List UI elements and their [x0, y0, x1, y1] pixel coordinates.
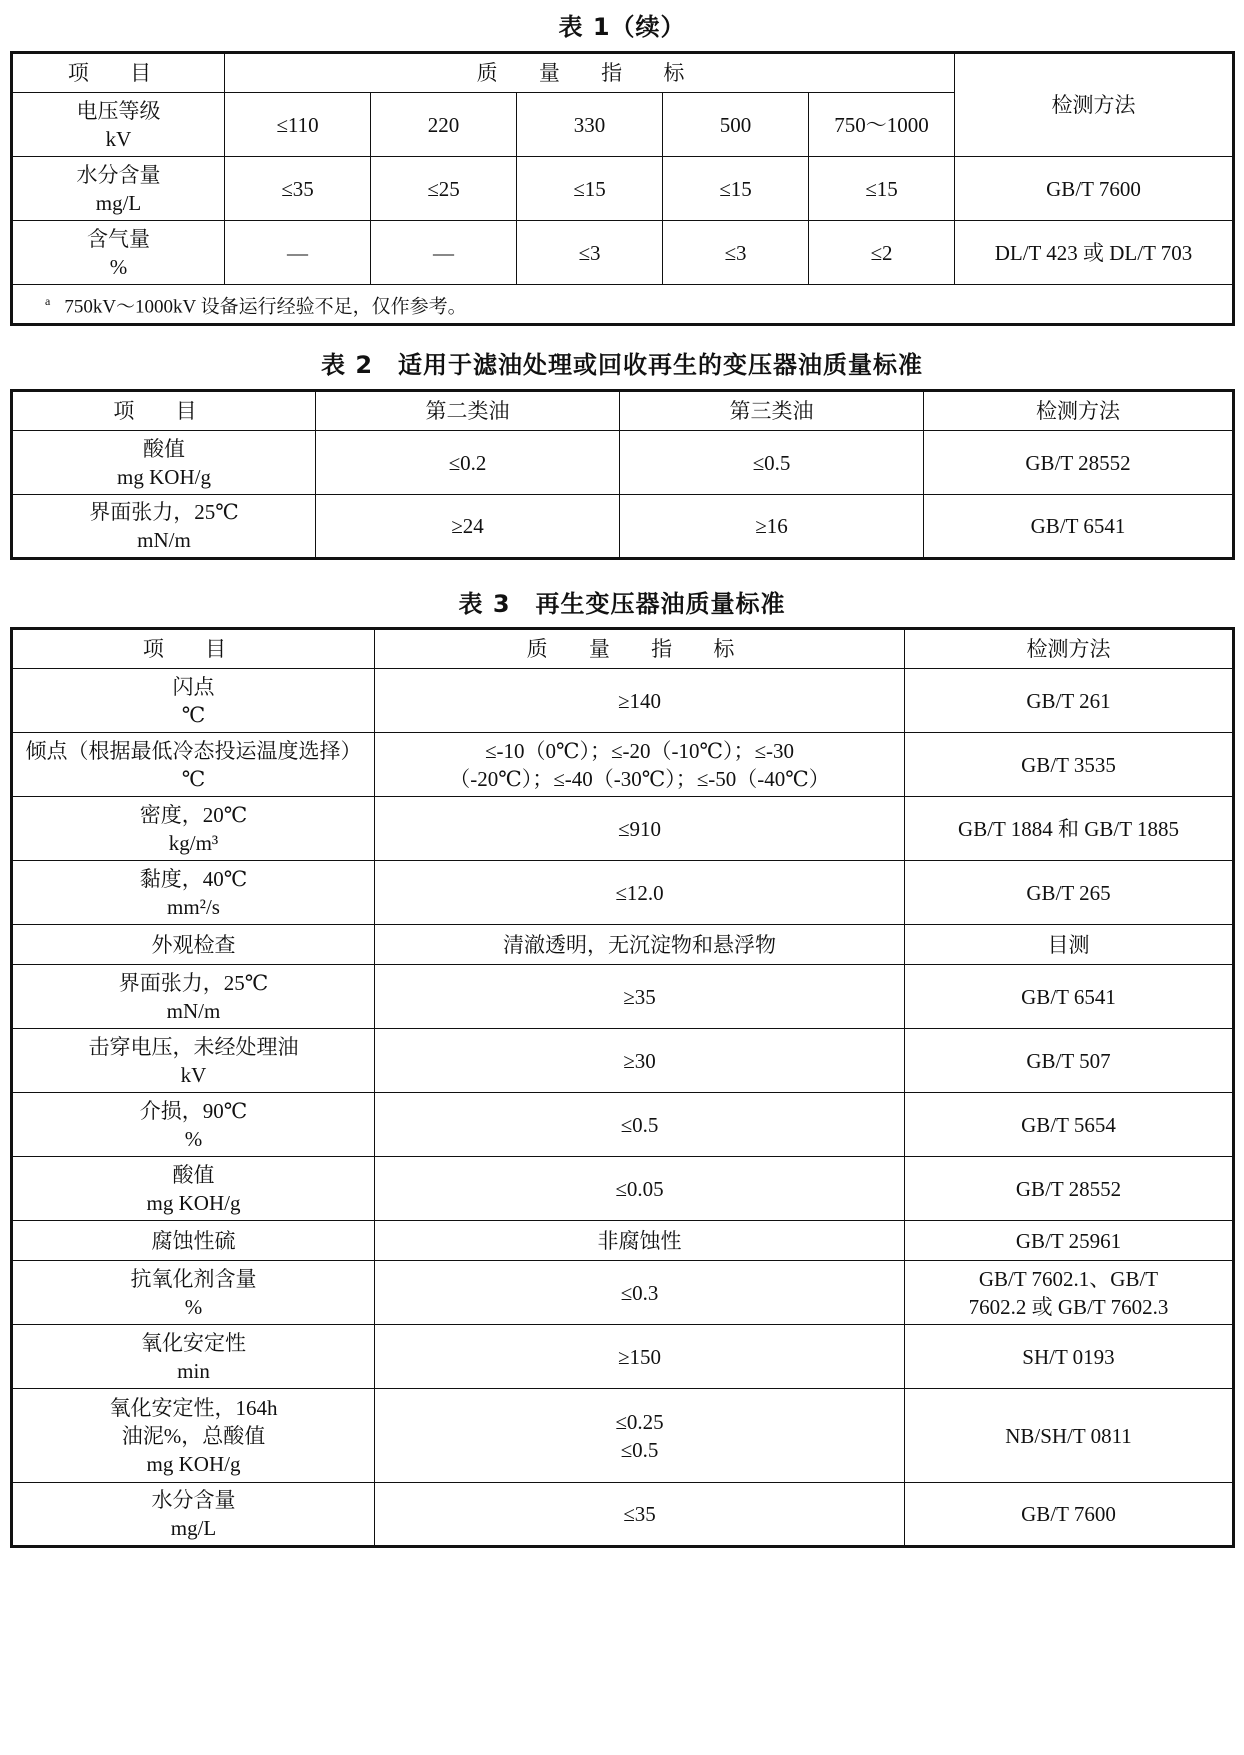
table-row: [12, 495, 1234, 559]
table3-method-line: GB/T 265: [1026, 880, 1111, 905]
table1-cell: —: [371, 221, 517, 285]
table1: [10, 51, 1235, 326]
table3-method-line: GB/T 261: [1026, 688, 1111, 713]
table1-header-quality: 质 量 指 标: [225, 53, 955, 93]
table3-value-line: 清澈透明，无沉淀物和悬浮物: [503, 932, 776, 957]
table3-row-label-line: 酸值: [172, 1162, 215, 1187]
table3-header-quality: 质 量 指 标: [375, 629, 905, 669]
table3-method: [905, 733, 1234, 797]
label-unit: mg/L: [95, 190, 142, 215]
table3-row-label-line: 击穿电压，未经处理油: [88, 1034, 299, 1059]
table3-method: [905, 1157, 1234, 1221]
table3-value: [375, 1389, 905, 1483]
table3-row-label-line: min: [177, 1358, 210, 1383]
table-row: [12, 1483, 1234, 1547]
table-row: [12, 1029, 1234, 1093]
table3-row-label-line: ℃: [181, 766, 206, 791]
table3-row-label-line: 介损，90℃: [139, 1098, 248, 1123]
table3-row-label: [12, 733, 375, 797]
table3-method: [905, 1261, 1234, 1325]
table3-value-line: ≥35: [623, 984, 656, 1009]
table-row: [12, 1093, 1234, 1157]
table3-value: [375, 669, 905, 733]
table3-value-line: （-20℃）；≤-40（-30℃）；≤-50（-40℃）: [449, 766, 830, 791]
table3-value: [375, 1483, 905, 1547]
table3-row-label-line: ℃: [181, 702, 206, 727]
table3-method: [905, 797, 1234, 861]
table2-title: 表 2 适用于滤油处理或回收再生的变压器油质量标准: [320, 351, 924, 379]
table3: [10, 627, 1235, 1548]
label-line: 水分含量: [76, 162, 161, 187]
table3-row-label-line: 氧化安定性: [141, 1330, 246, 1355]
table-row: [12, 861, 1234, 925]
table1-footnote: [12, 285, 1234, 325]
table1-cell: ≤2: [809, 221, 955, 285]
table3-row-label-line: 外观检查: [151, 932, 236, 957]
table3-row-label: [12, 925, 375, 965]
table3-value-line: ≤910: [617, 816, 662, 841]
table1-voltage-cell: 330: [517, 93, 663, 157]
table2-cell: ≤0.2: [316, 431, 620, 495]
table1-header-item: 项 目: [12, 53, 225, 93]
footnote-text: 750kV～1000kV 设备运行经验不足，仅作参考。: [64, 296, 467, 318]
table3-method-line: GB/T 1884 和 GB/T 1885: [958, 816, 1179, 841]
table1-row-label: [12, 221, 225, 285]
table-row: [12, 1325, 1234, 1389]
table3-row-label: [12, 1261, 375, 1325]
table3-row-label-line: mg KOH/g: [146, 1190, 241, 1215]
table-row: [12, 1157, 1234, 1221]
table3-value: [375, 1093, 905, 1157]
table3-row-label-line: kV: [180, 1062, 207, 1087]
table2-cell: ≥16: [620, 495, 924, 559]
table3-value: [375, 1029, 905, 1093]
table1-header-method: 检测方法: [955, 53, 1234, 157]
table3-row-label: [12, 1483, 375, 1547]
table3-method-line: GB/T 28552: [1015, 1176, 1122, 1201]
table3-row-label: [12, 861, 375, 925]
table3-title: 表 3 再生变压器油质量标准: [458, 590, 786, 618]
table3-row-label: [12, 669, 375, 733]
table1-voltage-cell: 220: [371, 93, 517, 157]
table3-row-label-line: 闪点: [172, 674, 215, 699]
table2-method: GB/T 28552: [924, 431, 1234, 495]
table3-method-line: GB/T 507: [1026, 1048, 1111, 1073]
label-unit: mg KOH/g: [117, 464, 211, 489]
table3-row-label-line: 黏度，40℃: [139, 866, 248, 891]
table-row: [12, 157, 1234, 221]
table3-method-line: 7602.2 或 GB/T 7602.3: [968, 1294, 1169, 1319]
table3-value-line: ≥150: [617, 1344, 662, 1369]
table-row: [12, 1261, 1234, 1325]
table-row: [12, 925, 1234, 965]
table3-method-line: SH/T 0193: [1022, 1344, 1115, 1369]
table3-method-line: GB/T 3535: [1021, 752, 1116, 777]
table1-method: GB/T 7600: [955, 157, 1234, 221]
table3-value-line: ≤-10（0℃）；≤-20（-10℃）；≤-30: [484, 738, 795, 763]
table3-row-label-line: 界面张力，25℃: [118, 970, 269, 995]
table1-cell: —: [225, 221, 371, 285]
table2-header-class2: 第二类油: [316, 391, 620, 431]
table3-row-label-line: 氧化安定性，164h: [109, 1395, 278, 1420]
table3-value-line: ≤0.3: [620, 1280, 659, 1305]
table3-value: [375, 965, 905, 1029]
table3-method: [905, 1221, 1234, 1261]
table-row: [12, 797, 1234, 861]
table3-row-label-line: 密度，20℃: [139, 802, 248, 827]
table3-method-line: 目测: [1047, 932, 1090, 957]
table3-row-label-line: mN/m: [166, 998, 221, 1023]
table3-row-label: [12, 1325, 375, 1389]
table3-row-label-line: 油泥%，总酸值: [121, 1423, 266, 1448]
table3-row-label-line: 腐蚀性硫: [151, 1228, 236, 1253]
table3-method: [905, 1093, 1234, 1157]
table3-value-line: 非腐蚀性: [597, 1228, 682, 1253]
label-unit: %: [109, 254, 128, 279]
table3-row-label: [12, 1157, 375, 1221]
table2-header-method: 检测方法: [924, 391, 1234, 431]
table-row: [12, 1221, 1234, 1261]
table3-row-label-line: mg KOH/g: [146, 1451, 241, 1476]
table1-voltage-cell: ≤110: [225, 93, 371, 157]
table1-cell: ≤15: [809, 157, 955, 221]
table1-voltage-cell: 750～1000: [809, 93, 955, 157]
table3-method-line: GB/T 7602.1、GB/T: [978, 1266, 1159, 1291]
table2-header-class3: 第三类油: [620, 391, 924, 431]
table-row: [12, 221, 1234, 285]
table3-value: [375, 1325, 905, 1389]
table3-method-line: GB/T 25961: [1015, 1228, 1122, 1253]
table3-row-label-line: 抗氧化剂含量: [130, 1266, 257, 1291]
table2: [10, 389, 1235, 560]
table3-row-label-line: %: [184, 1126, 203, 1151]
table1-cell: ≤3: [517, 221, 663, 285]
label-unit: kV: [105, 126, 132, 151]
table3-row-label: [12, 1093, 375, 1157]
table3-row-label: [12, 797, 375, 861]
table3-value: [375, 797, 905, 861]
table3-method-line: GB/T 5654: [1021, 1112, 1116, 1137]
table3-method-line: NB/SH/T 0811: [1005, 1423, 1132, 1448]
table3-row-label-line: %: [184, 1294, 203, 1319]
table3-method-line: GB/T 7600: [1021, 1502, 1116, 1526]
table3-value-line: ≥140: [617, 688, 662, 713]
table3-value: [375, 861, 905, 925]
table3-value: [375, 1157, 905, 1221]
table3-method: [905, 669, 1234, 733]
table3-method: [905, 1483, 1234, 1547]
table3-method: [905, 965, 1234, 1029]
table3-row-label-line: mm²/s: [167, 894, 220, 919]
table1-voltage-cell: 500: [663, 93, 809, 157]
table2-cell: ≤0.5: [620, 431, 924, 495]
table-row: [12, 733, 1234, 797]
table3-method-line: GB/T 6541: [1021, 984, 1116, 1009]
table2-method: GB/T 6541: [924, 495, 1234, 559]
table1-voltage-label: [12, 93, 225, 157]
table3-header-method: 检测方法: [905, 629, 1234, 669]
table3-value: [375, 1221, 905, 1261]
table2-header-item: 项 目: [12, 391, 316, 431]
table3-value-line: ≤12.0: [615, 880, 664, 905]
table3-value-line: ≤0.05: [615, 1176, 664, 1201]
table3-method: [905, 1389, 1234, 1483]
table3-value-line: ≤0.5: [620, 1112, 659, 1137]
table1-cell: ≤3: [663, 221, 809, 285]
table3-row-label-line: 倾点（根据最低冷态投运温度选择）: [25, 738, 362, 763]
table2-cell: ≥24: [316, 495, 620, 559]
table3-value: [375, 1261, 905, 1325]
table3-value: [375, 733, 905, 797]
table3-value-line: ≥30: [623, 1048, 656, 1073]
table1-cell: ≤35: [225, 157, 371, 221]
table3-row-label-line: 水分含量: [151, 1488, 236, 1512]
label-line: 电压等级: [76, 98, 161, 123]
table2-row-label: [12, 495, 316, 559]
table3-value-line: ≤35: [623, 1502, 656, 1526]
table-row: [12, 669, 1234, 733]
table3-value: [375, 925, 905, 965]
label-unit: mN/m: [137, 528, 191, 552]
table1-title: 表 1（续）: [558, 13, 686, 41]
table1-cell: ≤15: [517, 157, 663, 221]
footnote-mark: a: [45, 293, 51, 308]
table3-value-line: ≤0.25: [615, 1409, 664, 1434]
table3-method: [905, 925, 1234, 965]
label-line: 酸值: [143, 436, 185, 461]
table2-row-label: [12, 431, 316, 495]
table3-row-label: [12, 965, 375, 1029]
table3-method: [905, 1325, 1234, 1389]
table3-row-label-line: mg/L: [170, 1516, 217, 1540]
table3-row-label-line: kg/m³: [168, 830, 219, 855]
table3-row-label: [12, 1029, 375, 1093]
label-line: 界面张力，25℃: [89, 500, 239, 524]
table3-header-item: 项 目: [12, 629, 375, 669]
table3-row-label: [12, 1221, 375, 1261]
table3-row-label: [12, 1389, 375, 1483]
table3-method: [905, 861, 1234, 925]
table1-cell: ≤25: [371, 157, 517, 221]
table3-method: [905, 1029, 1234, 1093]
table-row: [12, 965, 1234, 1029]
table1-method: DL/T 423 或 DL/T 703: [955, 221, 1234, 285]
table3-value-line: ≤0.5: [620, 1437, 659, 1462]
table1-cell: ≤15: [663, 157, 809, 221]
label-line: 含气量: [87, 226, 150, 251]
table1-row-label: [12, 157, 225, 221]
table-row: [12, 431, 1234, 495]
table-row: [12, 1389, 1234, 1483]
